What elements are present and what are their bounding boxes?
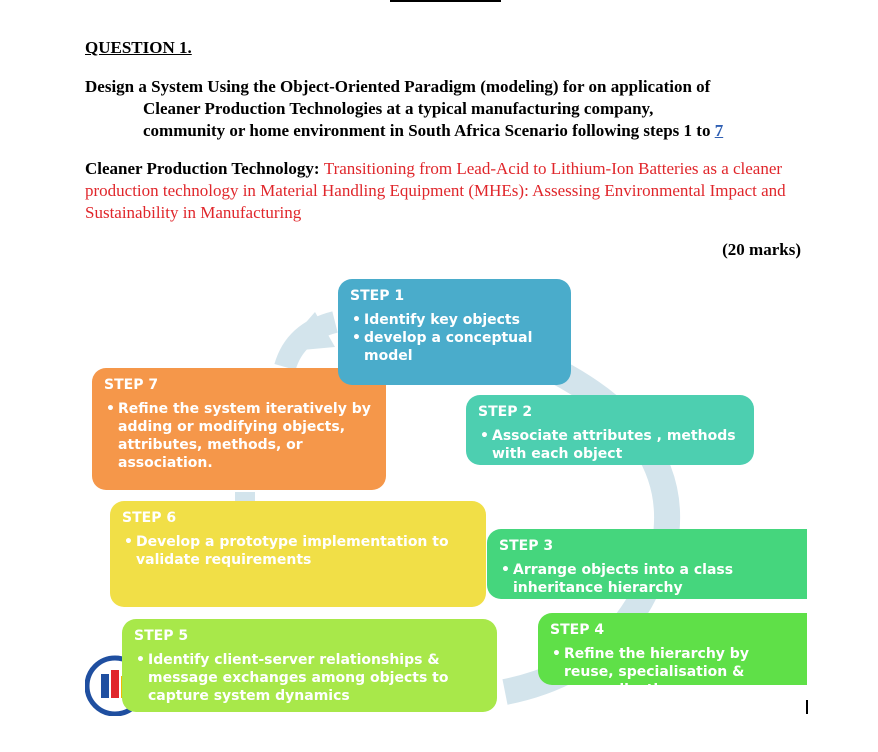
step-4-box [538,613,807,698]
step-5-box [122,619,497,712]
step-6-title: STEP 6 [122,510,177,526]
step-4-title: STEP 4 [550,622,605,638]
cleaner-production-technology [85,158,815,224]
question-title: QUESTION 1. [85,38,192,57]
instruction-line-3 [85,120,815,142]
instruction-line-3-text: community or home environment in South Africa Scenario following steps 1 to [143,121,715,140]
instruction-line-2: Cleaner Production Technologies at a typical manufacturing company, [143,99,654,118]
step-2-box [466,395,754,465]
step-7-box [92,368,386,490]
question-instruction [85,76,815,142]
step-4-bullet-1: • Refine the hierarchy by reuse, specialisation & generalisation [564,645,795,699]
step-1-box [338,279,571,385]
step-1-bullet-2: • develop a conceptual model [364,329,559,365]
step-3-bullet-1: • Arrange objects into a class inheritance hierarchy [513,561,795,597]
step-6-bullet-1: • Develop a prototype implementation to validate requirements [136,533,474,569]
step-reference-link[interactable]: 7 [714,121,724,140]
marks-label: (20 marks) [722,240,801,259]
step-3-title: STEP 3 [499,538,554,554]
step-7-bullet-1: • Refine the system iteratively by adding or modifying objects, attributes, methods, or association. [118,400,374,472]
step-6-box [110,501,486,607]
instruction-line-1: Design a System Using the Object-Oriented Paradigm (modeling) for on application of [85,77,711,96]
step-3-box [487,529,807,599]
top-rule [390,0,501,2]
step-7-title: STEP 7 [104,377,159,393]
step-5-bullet-1: • Identify client-server relationships & message exchanges among objects to capture system dynamics [148,651,485,705]
step-2-title: STEP 2 [478,404,533,420]
step-1-bullet-1: • Identify key objects [364,311,559,329]
steps-cycle-diagram [85,272,807,717]
step-1-title: STEP 1 [350,288,405,304]
cpt-description: Transitioning from Lead-Acid to Lithium-Ion Batteries as a cleaner production technology in Material Handling Equipment (MHEs): Assessing Environmental Impact and Sustainability in Manufacturing [85,159,786,222]
cpt-label: Cleaner Production Technology: [85,159,324,178]
step-2-bullet-1: • Associate attributes , methods with each object [492,427,742,463]
step-5-title: STEP 5 [134,628,189,644]
text-cursor [806,700,808,714]
